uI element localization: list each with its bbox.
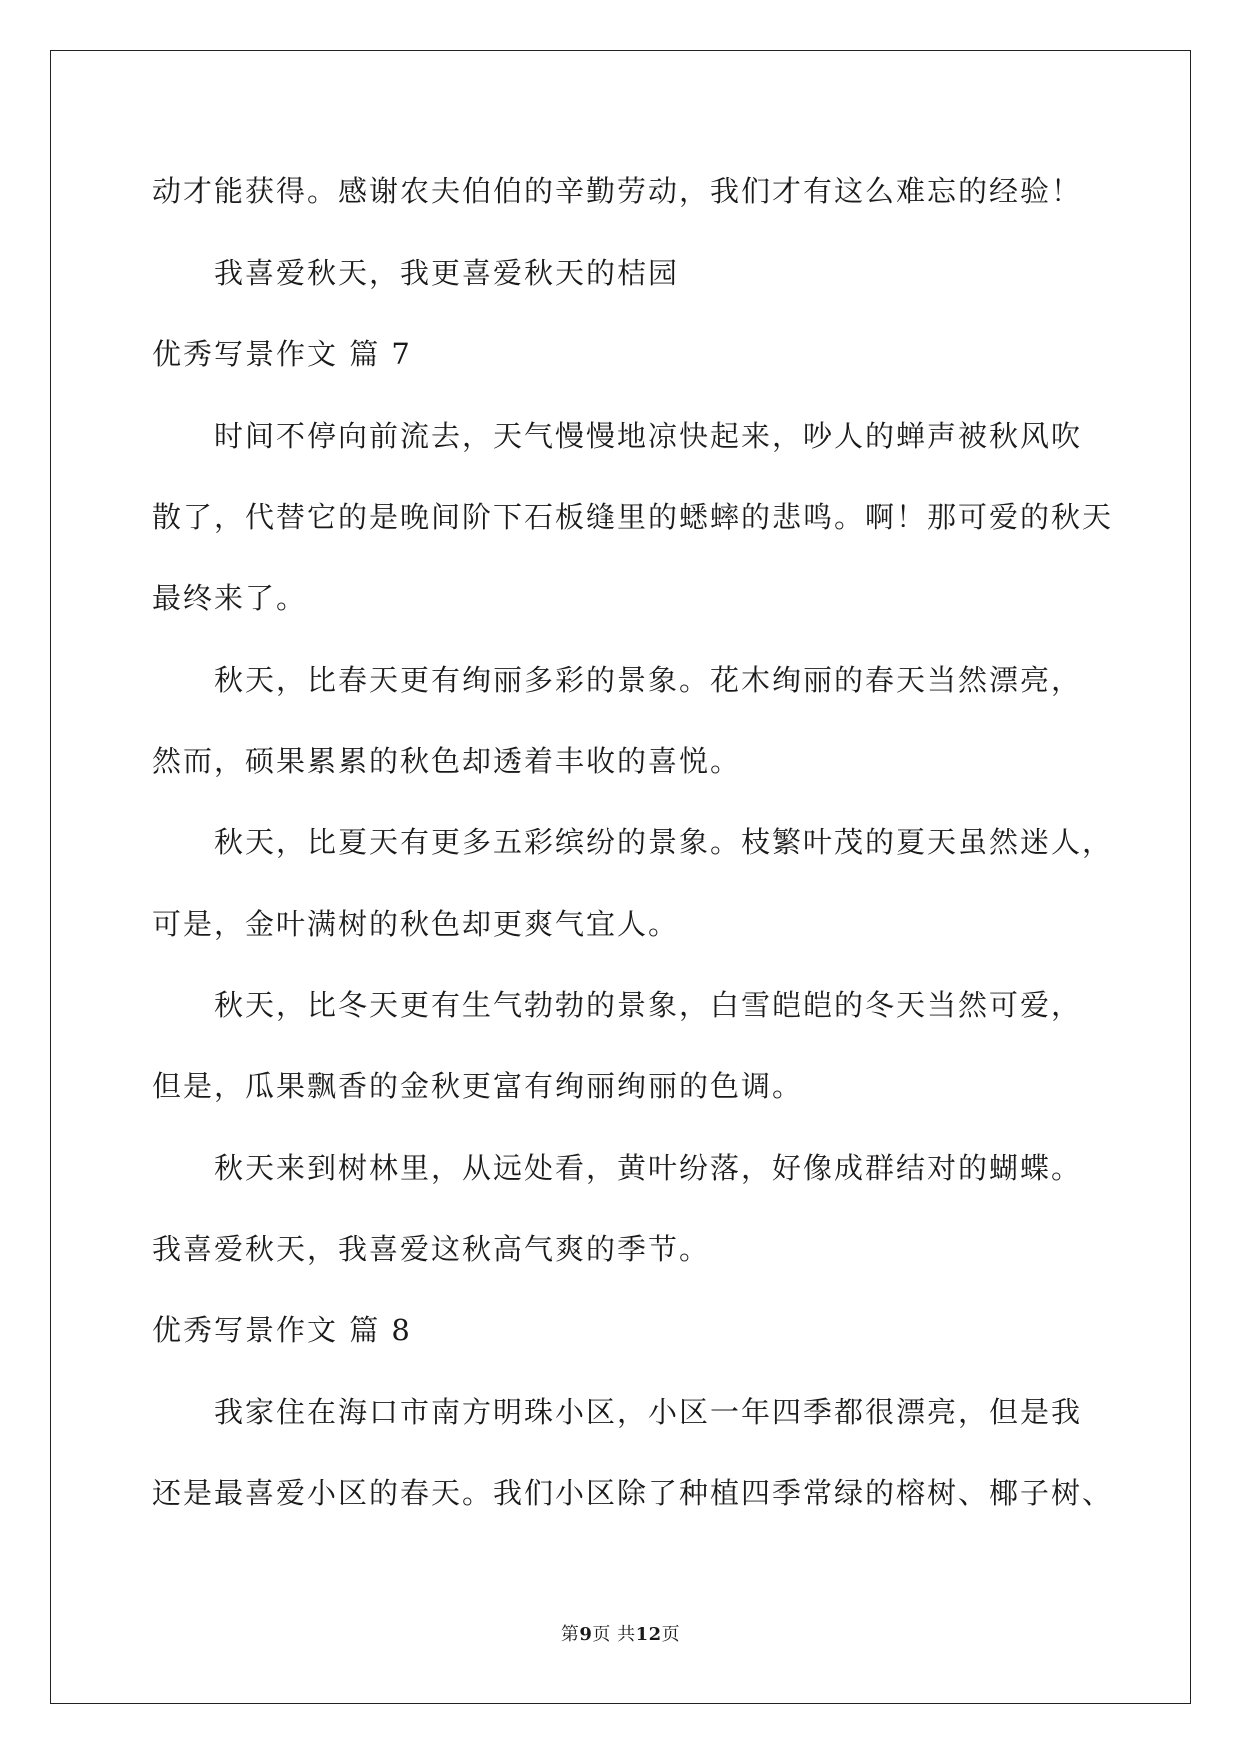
paragraph-line: 时间不停向前流去，天气慢慢地凉快起来，吵人的蝉声被秋风吹 (214, 419, 1083, 453)
page-frame (50, 50, 1191, 1704)
paragraph-line: 还是最喜爱小区的春天。我们小区除了种植四季常绿的榕树、椰子树、 (152, 1476, 1114, 1510)
footer-suffix: 页 (661, 1624, 681, 1645)
paragraph-line: 最终来了。 (152, 581, 308, 615)
total-page-number: 12 (635, 1624, 662, 1645)
paragraph-line: 散了，代替它的是晚间阶下石板缝里的蟋蟀的悲鸣。啊！那可爱的秋天 (152, 500, 1114, 534)
current-page-number: 9 (579, 1624, 593, 1645)
paragraph-line: 秋天，比冬天更有生气勃勃的景象，白雪皑皑的冬天当然可爱， (214, 988, 1083, 1022)
footer-prefix: 第 (560, 1624, 580, 1645)
paragraph-line: 秋天，比春天更有绚丽多彩的景象。花木绚丽的春天当然漂亮， (214, 663, 1083, 697)
paragraph-line: 然而，硕果累累的秋色却透着丰收的喜悦。 (152, 744, 742, 778)
paragraph-line: 我喜爱秋天，我喜爱这秋高气爽的季节。 (152, 1232, 711, 1266)
section-heading: 优秀写景作文 篇 7 (152, 337, 412, 371)
footer-mid: 页 共 (592, 1624, 636, 1645)
paragraph-line: 我家住在海口市南方明珠小区，小区一年四季都很漂亮，但是我 (214, 1395, 1083, 1429)
paragraph-line: 我喜爱秋天，我更喜爱秋天的桔园 (214, 256, 680, 290)
section-heading: 优秀写景作文 篇 8 (152, 1313, 412, 1347)
page-footer (0, 1620, 1241, 1646)
paragraph-line: 秋天，比夏天有更多五彩缤纷的景象。枝繁叶茂的夏天虽然迷人， (214, 825, 1114, 859)
paragraph-line: 但是，瓜果飘香的金秋更富有绚丽绚丽的色调。 (152, 1069, 804, 1103)
paragraph-line: 动才能获得。感谢农夫伯伯的辛勤劳动，我们才有这么难忘的经验！ (152, 174, 1083, 208)
paragraph-line: 可是，金叶满树的秋色却更爽气宜人。 (152, 907, 680, 941)
paragraph-line: 秋天来到树林里，从远处看，黄叶纷落，好像成群结对的蝴蝶。 (214, 1151, 1083, 1185)
